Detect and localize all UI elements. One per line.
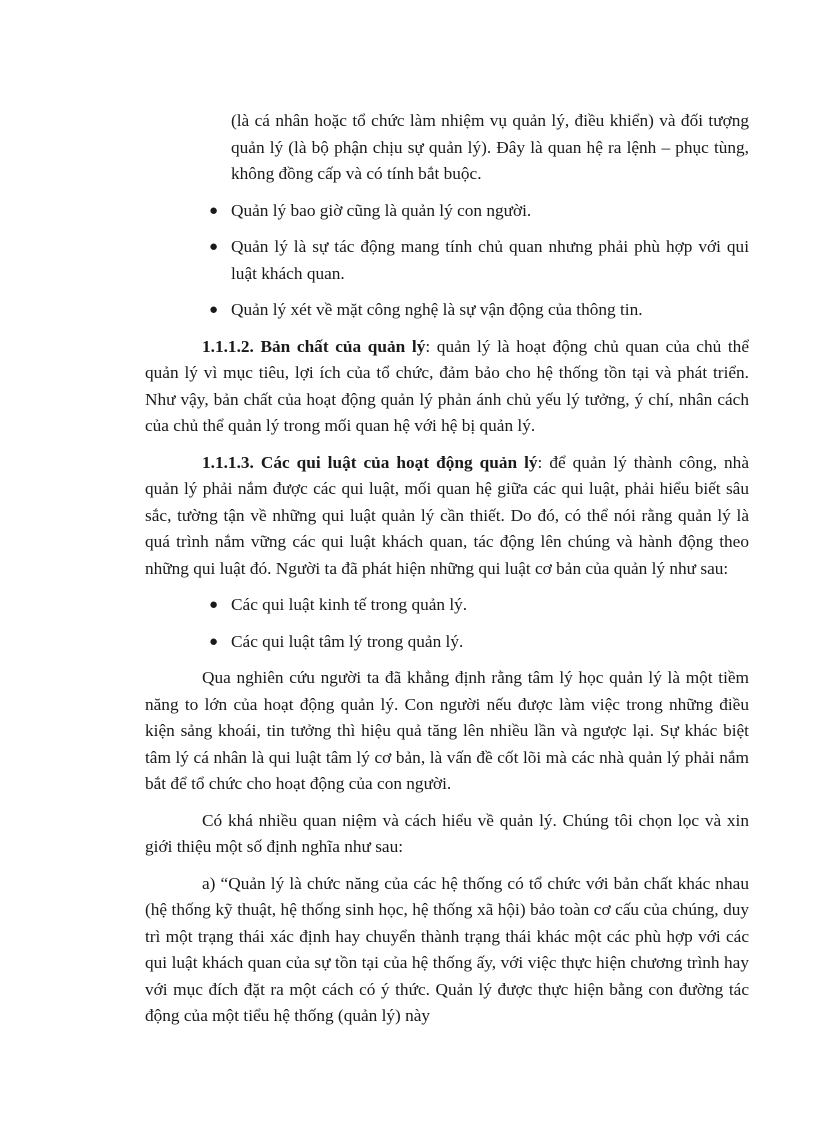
bullet-item bbox=[145, 234, 749, 287]
bullet-text: Các qui luật kinh tế trong quản lý. bbox=[231, 595, 468, 614]
bullet-text: Quản lý bao giờ cũng là quản lý con người. bbox=[231, 200, 532, 220]
bullet-dot-icon: ● bbox=[209, 239, 219, 255]
section-laws bbox=[145, 450, 749, 583]
section-essence bbox=[145, 334, 749, 440]
bullet-text: Quản lý xét về mặt công nghệ là sự vận động của thông tin. bbox=[231, 300, 643, 319]
bullet-dot-icon: ● bbox=[209, 597, 219, 613]
section-essence-text: : quản lý là hoạt động chủ quan của chủ thể quản lý vì mục tiêu, lợi ích của tổ chức, đảm bảo cho hệ thống tồn tại và phát triển. Như vậy, bản chất của hoạt động quản lý phản ánh chủ yếu lý tưởng, ý chí, nhân cách của chủ thể quản lý trong mối quan hệ với hệ bị quản lý. bbox=[145, 336, 749, 435]
section-laws-text: : để quản lý thành công, nhà quản lý phải nắm được các qui luật, mối quan hệ giữa các qui luật, phải hiểu biết sâu sắc, tường tận về những qui luật quản lý cần thiết. Do đó, có thể nói rằng quản lý là quá trình nắm vững các qui luật khách quan, tác động lên chúng và hành động theo những qui luật đó. Người ta đã phát hiện những qui luật cơ bản của quản lý như sau: bbox=[145, 452, 749, 578]
bullet-item bbox=[145, 297, 749, 324]
section-laws-heading: 1.1.1.3. Các qui luật của hoạt động quản lý bbox=[202, 452, 538, 472]
bullet-item bbox=[145, 592, 749, 619]
bullet-dot-icon: ● bbox=[209, 202, 219, 219]
bullet-dot-icon: ● bbox=[209, 302, 219, 318]
section-essence-heading: 1.1.1.2. Bản chất của quản lý bbox=[202, 336, 426, 356]
bullet-item bbox=[145, 629, 749, 656]
paragraph-concepts: Có khá nhiều quan niệm và cách hiểu về quản lý. Chúng tôi chọn lọc và xin giới thiệu một số định nghĩa như sau: bbox=[145, 810, 749, 856]
document-page bbox=[145, 108, 749, 1040]
bullet-text: Các qui luật tâm lý trong quản lý. bbox=[231, 631, 464, 651]
paragraph-definition-a: a) “Quản lý là chức năng của các hệ thống có tổ chức với bản chất khác nhau (hệ thống kỹ thuật, hệ thống sinh học, hệ thống xã hội) bảo toàn cơ cấu của chúng, duy trì một trạng thái xác định hay chuyển thành trạng thái khác một các phù hợp với các qui luật khách quan của sự tồn tại của hệ thống ấy, với việc thực hiện chương trình hay với mục đích đặt ra một cách có ý thức. Quản lý được thực hiện bằng con đường tác động của một tiểu hệ thống (quản lý) này bbox=[145, 873, 749, 1025]
bullet-text: Quản lý là sự tác động mang tính chủ quan nhưng phải phù hợp với qui luật khách quan. bbox=[231, 237, 749, 283]
paragraph-research: Qua nghiên cứu người ta đã khẳng định rằng tâm lý học quản lý là một tiềm năng to lớn của hoạt động quản lý. Con người nếu được làm việc trong những điều kiện sảng khoái, tin tưởng thì hiệu quả tăng lên nhiều lần và ngược lại. Sự khác biệt tâm lý cá nhân là qui luật tâm lý cơ bản, là vấn đề cốt lõi mà các nhà quản lý phải nắm bắt để tổ chức cho hoạt động của con người. bbox=[145, 668, 749, 793]
intro-continuation: (là cá nhân hoặc tổ chức làm nhiệm vụ quản lý, điều khiển) và đối tượng quản lý (là bộ phận chịu sự quản lý). Đây là quan hệ ra lệnh – phục tùng, không đồng cấp và có tính bắt buộc. bbox=[231, 111, 749, 183]
bullet-dot-icon: ● bbox=[209, 633, 219, 650]
bullet-item bbox=[145, 198, 749, 225]
